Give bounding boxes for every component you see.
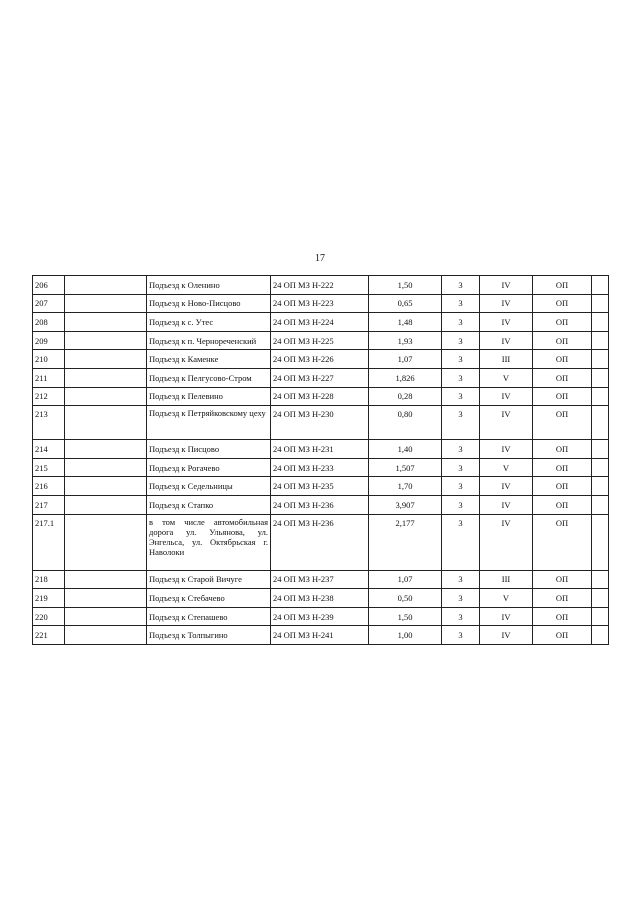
road-code: 24 ОП МЗ Н-233 bbox=[271, 458, 369, 477]
road-category: IV bbox=[480, 477, 533, 496]
road-code: 24 ОП МЗ Н-222 bbox=[271, 276, 369, 295]
blank-cell bbox=[65, 458, 147, 477]
road-name: Подъезд к Старой Вичуге bbox=[147, 570, 271, 589]
road-count: 3 bbox=[442, 387, 480, 406]
road-category: III bbox=[480, 570, 533, 589]
road-name: Подъезд к с. Утес bbox=[147, 313, 271, 332]
row-number: 207 bbox=[33, 294, 65, 313]
road-name: Подъезд к Пелгусово-Стром bbox=[147, 368, 271, 387]
blank-cell bbox=[592, 406, 609, 440]
road-code: 24 ОП МЗ Н-237 bbox=[271, 570, 369, 589]
blank-cell bbox=[65, 350, 147, 369]
road-length: 0,28 bbox=[369, 387, 442, 406]
table-row bbox=[33, 477, 609, 496]
blank-cell bbox=[592, 294, 609, 313]
road-count: 3 bbox=[442, 458, 480, 477]
row-number: 215 bbox=[33, 458, 65, 477]
table-row bbox=[33, 514, 609, 570]
row-number: 213 bbox=[33, 406, 65, 440]
road-count: 3 bbox=[442, 331, 480, 350]
road-length: 1,00 bbox=[369, 626, 442, 645]
road-code: 24 ОП МЗ Н-239 bbox=[271, 607, 369, 626]
blank-cell bbox=[65, 276, 147, 295]
page-number: 17 bbox=[315, 253, 325, 264]
road-length: 0,65 bbox=[369, 294, 442, 313]
road-code: 24 ОП МЗ Н-228 bbox=[271, 387, 369, 406]
blank-cell bbox=[592, 514, 609, 570]
road-category: IV bbox=[480, 406, 533, 440]
blank-cell bbox=[65, 589, 147, 608]
row-number: 219 bbox=[33, 589, 65, 608]
road-type: ОП bbox=[533, 313, 592, 332]
table-row bbox=[33, 387, 609, 406]
road-count: 3 bbox=[442, 495, 480, 514]
road-name: Подъезд к Стапко bbox=[147, 495, 271, 514]
road-category: V bbox=[480, 368, 533, 387]
road-type: ОП bbox=[533, 477, 592, 496]
road-length: 0,50 bbox=[369, 589, 442, 608]
road-length: 1,48 bbox=[369, 313, 442, 332]
blank-cell bbox=[592, 350, 609, 369]
road-count: 3 bbox=[442, 589, 480, 608]
row-number: 216 bbox=[33, 477, 65, 496]
table-row bbox=[33, 607, 609, 626]
table-row bbox=[33, 313, 609, 332]
row-number: 212 bbox=[33, 387, 65, 406]
road-count: 3 bbox=[442, 294, 480, 313]
road-category: IV bbox=[480, 313, 533, 332]
blank-cell bbox=[592, 477, 609, 496]
road-name: Подъезд к Каменке bbox=[147, 350, 271, 369]
table-body bbox=[33, 276, 609, 645]
table-row bbox=[33, 331, 609, 350]
row-number: 206 bbox=[33, 276, 65, 295]
road-category: IV bbox=[480, 440, 533, 459]
road-type: ОП bbox=[533, 276, 592, 295]
blank-cell bbox=[592, 387, 609, 406]
road-length: 0,80 bbox=[369, 406, 442, 440]
road-length: 1,07 bbox=[369, 570, 442, 589]
road-count: 3 bbox=[442, 276, 480, 295]
road-category: III bbox=[480, 350, 533, 369]
table-row bbox=[33, 458, 609, 477]
road-name: Подъезд к Толпыгино bbox=[147, 626, 271, 645]
road-count: 3 bbox=[442, 406, 480, 440]
road-code: 24 ОП МЗ Н-225 bbox=[271, 331, 369, 350]
blank-cell bbox=[592, 313, 609, 332]
road-count: 3 bbox=[442, 368, 480, 387]
road-count: 3 bbox=[442, 514, 480, 570]
road-count: 3 bbox=[442, 440, 480, 459]
road-type: ОП bbox=[533, 458, 592, 477]
table-row bbox=[33, 368, 609, 387]
blank-cell bbox=[592, 440, 609, 459]
road-type: ОП bbox=[533, 589, 592, 608]
table-row bbox=[33, 570, 609, 589]
row-number: 221 bbox=[33, 626, 65, 645]
road-category: IV bbox=[480, 276, 533, 295]
road-name: в том числе автомобильная дорога ул. Ульянова, ул. Энгельса, ул. Октябрьская г. Наволоки bbox=[147, 514, 271, 570]
blank-cell bbox=[65, 331, 147, 350]
road-type: ОП bbox=[533, 350, 592, 369]
road-name: Подъезд к п. Чернореченский bbox=[147, 331, 271, 350]
row-number: 210 bbox=[33, 350, 65, 369]
table-row bbox=[33, 406, 609, 440]
road-length: 1,93 bbox=[369, 331, 442, 350]
road-length: 3,907 bbox=[369, 495, 442, 514]
road-count: 3 bbox=[442, 477, 480, 496]
road-type: ОП bbox=[533, 331, 592, 350]
road-category: IV bbox=[480, 387, 533, 406]
road-code: 24 ОП МЗ Н-223 bbox=[271, 294, 369, 313]
road-length: 1,507 bbox=[369, 458, 442, 477]
road-length: 1,50 bbox=[369, 276, 442, 295]
blank-cell bbox=[65, 406, 147, 440]
road-code: 24 ОП МЗ Н-226 bbox=[271, 350, 369, 369]
blank-cell bbox=[592, 570, 609, 589]
road-count: 3 bbox=[442, 350, 480, 369]
road-count: 3 bbox=[442, 607, 480, 626]
road-count: 3 bbox=[442, 313, 480, 332]
road-category: IV bbox=[480, 514, 533, 570]
road-code: 24 ОП МЗ Н-241 bbox=[271, 626, 369, 645]
road-code: 24 ОП МЗ Н-235 bbox=[271, 477, 369, 496]
row-number: 217.1 bbox=[33, 514, 65, 570]
road-code: 24 ОП МЗ Н-238 bbox=[271, 589, 369, 608]
blank-cell bbox=[592, 331, 609, 350]
road-code: 24 ОП МЗ Н-230 bbox=[271, 406, 369, 440]
blank-cell bbox=[592, 626, 609, 645]
blank-cell bbox=[592, 589, 609, 608]
blank-cell bbox=[65, 570, 147, 589]
row-number: 220 bbox=[33, 607, 65, 626]
roads-table bbox=[32, 275, 609, 645]
road-length: 1,40 bbox=[369, 440, 442, 459]
table-row bbox=[33, 294, 609, 313]
road-code: 24 ОП МЗ Н-224 bbox=[271, 313, 369, 332]
road-type: ОП bbox=[533, 570, 592, 589]
road-code: 24 ОП МЗ Н-236 bbox=[271, 514, 369, 570]
road-code: 24 ОП МЗ Н-231 bbox=[271, 440, 369, 459]
blank-cell bbox=[65, 495, 147, 514]
road-code: 24 ОП МЗ Н-236 bbox=[271, 495, 369, 514]
road-code: 24 ОП МЗ Н-227 bbox=[271, 368, 369, 387]
road-name: Подъезд к Оленино bbox=[147, 276, 271, 295]
road-length: 1,50 bbox=[369, 607, 442, 626]
road-length: 1,70 bbox=[369, 477, 442, 496]
road-count: 3 bbox=[442, 570, 480, 589]
blank-cell bbox=[65, 607, 147, 626]
road-type: ОП bbox=[533, 440, 592, 459]
road-category: IV bbox=[480, 626, 533, 645]
row-number: 209 bbox=[33, 331, 65, 350]
road-name: Подъезд к Ново-Писцово bbox=[147, 294, 271, 313]
table-row bbox=[33, 276, 609, 295]
road-category: V bbox=[480, 458, 533, 477]
row-number: 214 bbox=[33, 440, 65, 459]
blank-cell bbox=[592, 368, 609, 387]
road-category: IV bbox=[480, 607, 533, 626]
road-length: 1,826 bbox=[369, 368, 442, 387]
road-type: ОП bbox=[533, 387, 592, 406]
row-number: 211 bbox=[33, 368, 65, 387]
table-row bbox=[33, 440, 609, 459]
blank-cell bbox=[65, 368, 147, 387]
blank-cell bbox=[65, 626, 147, 645]
table-row bbox=[33, 589, 609, 608]
road-name: Подъезд к Седельницы bbox=[147, 477, 271, 496]
road-type: ОП bbox=[533, 294, 592, 313]
road-name: Подъезд к Степашево bbox=[147, 607, 271, 626]
road-category: IV bbox=[480, 331, 533, 350]
blank-cell bbox=[592, 276, 609, 295]
road-type: ОП bbox=[533, 368, 592, 387]
road-type: ОП bbox=[533, 514, 592, 570]
table-row bbox=[33, 350, 609, 369]
table-row bbox=[33, 495, 609, 514]
blank-cell bbox=[65, 477, 147, 496]
road-name: Подъезд к Пелевино bbox=[147, 387, 271, 406]
road-category: IV bbox=[480, 495, 533, 514]
row-number: 218 bbox=[33, 570, 65, 589]
table-row bbox=[33, 626, 609, 645]
road-name: Подъезд к Писцово bbox=[147, 440, 271, 459]
blank-cell bbox=[592, 607, 609, 626]
road-length: 1,07 bbox=[369, 350, 442, 369]
blank-cell bbox=[65, 294, 147, 313]
row-number: 217 bbox=[33, 495, 65, 514]
road-type: ОП bbox=[533, 607, 592, 626]
blank-cell bbox=[65, 440, 147, 459]
blank-cell bbox=[65, 387, 147, 406]
blank-cell bbox=[65, 514, 147, 570]
road-type: ОП bbox=[533, 406, 592, 440]
road-name: Подъезд к Петряйковскому цеху bbox=[147, 406, 271, 440]
road-name: Подъезд к Стебачево bbox=[147, 589, 271, 608]
road-type: ОП bbox=[533, 495, 592, 514]
road-name: Подъезд к Рогачево bbox=[147, 458, 271, 477]
road-type: ОП bbox=[533, 626, 592, 645]
road-category: IV bbox=[480, 294, 533, 313]
row-number: 208 bbox=[33, 313, 65, 332]
road-length: 2,177 bbox=[369, 514, 442, 570]
road-count: 3 bbox=[442, 626, 480, 645]
blank-cell bbox=[592, 458, 609, 477]
blank-cell bbox=[592, 495, 609, 514]
road-category: V bbox=[480, 589, 533, 608]
blank-cell bbox=[65, 313, 147, 332]
